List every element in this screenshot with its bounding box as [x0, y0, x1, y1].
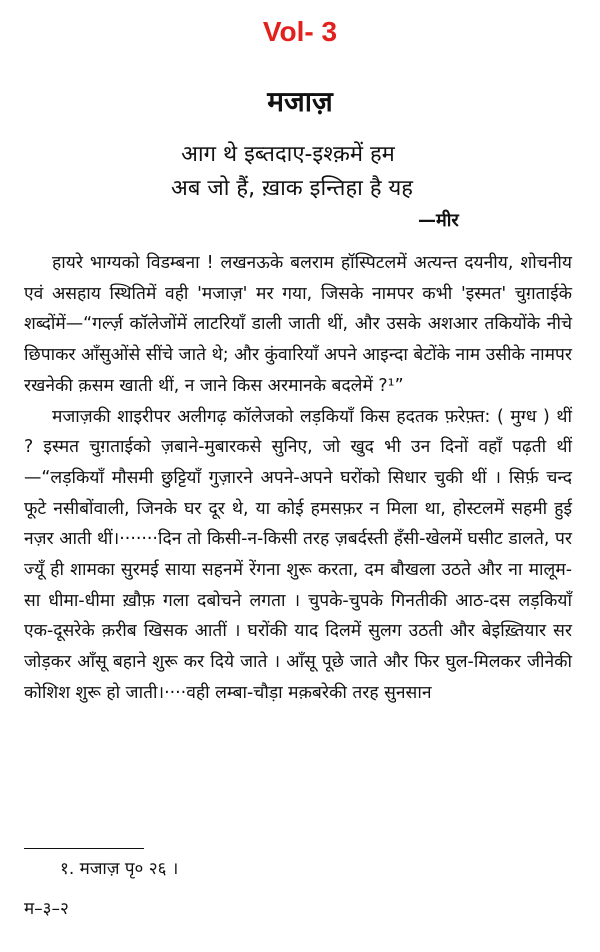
paragraph: हायरे भाग्यको विडम्बना ! लखनऊके बलराम हॉस्पिटलमें अत्यन्त दयनीय, शोचनीय एवं असहाय स्थितिमें वही 'मजाज़' मर गया, जिसके नामपर कभी 'इस्मत' चुग़ताईके शब्दोंमें—“गर्ल्ज़ कॉलेजोंमें लाटरियाँ डाली जाती थीं, और उसके अशआर तकियोंके नीचे छिपाकर आँसुओंसे सींचे जाते थे; और कुंवारियाँ अपने आइन्दा बेटोंके नाम उसीके नामपर रखनेकी क़सम खाती थीं, न जाने किस अरमानके बदलेमें ?¹” — [24, 253, 572, 396]
paragraph: मजाज़की शाइरीपर अलीगढ़ कॉलेजको लड़कियाँ किस हदतक फ़रेफ़्त: ( मुग्ध ) थीं ? इस्मत चुग़ताईको ज़बाने-मुबारकसे सुनिए, जो खुद भी उन दिनों वहाँ पढ़ती थीं—“लड़कियाँ मौसमी छुट्टियाँ गुज़ारने अपने-अपने घरोंको सिधार चुकी थीं । सिर्फ़ चन्द फूटे नसीबोंवाली, जिनके घर दूर थे, या कोई हमसफ़र न मिला था, होस्टलमें सहमी हुई नज़र आती थीं।·······दिन तो किसी-न-किसी तरह ज़बर्दस्ती हँसी-खेलमें घसीट डालते, पर ज्यूँ ही शामका सुरमई साया सहनमें रेंगना शुरू करता, दम बौखला उठते और ना मालूम-सा धीमा-धीमा ख़ौफ़ गला दबोचने लगता । चुपके-चुपके गिनतीकी आठ-दस लड़कियाँ एक-दूसरेके क़रीब खिसक आतीं । घरोंकी याद दिलमें सुलग उठती और बेइख़्तियार सर जोड़कर आँसू बहाने शुरू कर दिये जाते । आँसू पूछे जाते और फिर घुल-मिलकर जीनेकी कोशिश शुरू हो जाती।····वही लम्बा-चौड़ा मक़बरेकी तरह सुनसान — [24, 406, 572, 703]
footnote: १. मजाज़ पृ० २६ । — [60, 859, 179, 879]
verse-line-2: अब जो हैं, ख़ाक इन्तिहा है यह — [171, 176, 413, 201]
volume-label: Vol- 3 — [262, 16, 338, 47]
printer-signature: म–३–२ — [24, 899, 69, 919]
verse-attribution: —मीर — [418, 210, 459, 231]
verse-line-1: आग थे इब्तदाए-इश्क़में हम — [181, 142, 395, 167]
body-text — [24, 248, 572, 709]
footnote-divider — [24, 848, 144, 849]
chapter-title: मजाज़ — [267, 85, 333, 118]
